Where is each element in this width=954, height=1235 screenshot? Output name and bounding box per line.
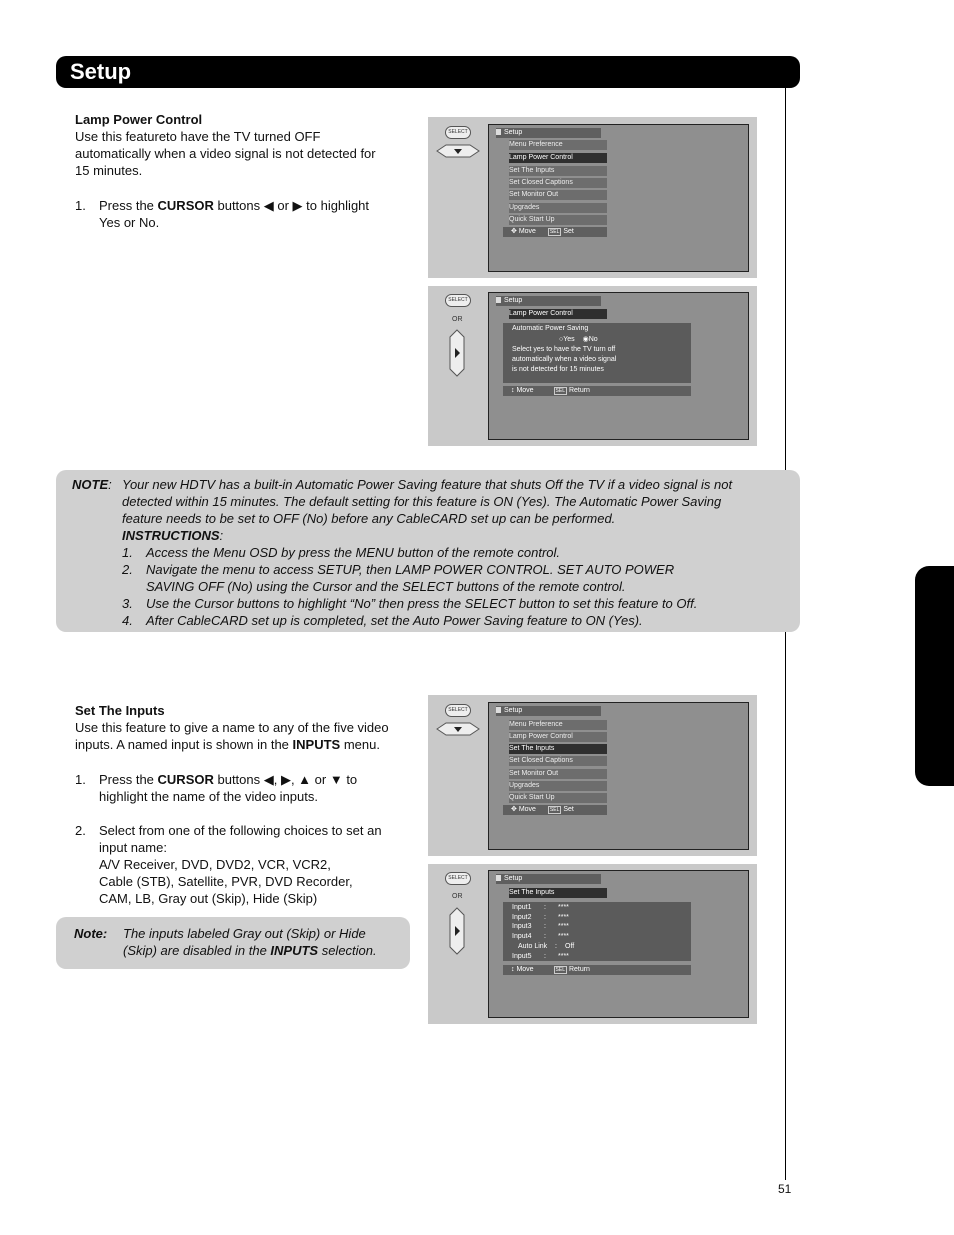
step-text: Select from one of the following choices to set an — [99, 823, 382, 838]
osd-menu-item: Menu Preference — [509, 140, 607, 150]
tv-screen — [488, 702, 749, 850]
note2-line: The inputs labeled Gray out (Skip) or Hide — [123, 926, 366, 941]
page-title: Setup — [70, 59, 132, 84]
osd-move-label: Move — [518, 806, 536, 813]
updown-arrows-icon: ↕ — [511, 387, 515, 394]
tv-panel-setup-inputs — [428, 695, 757, 856]
input-label: Auto Link — [518, 942, 548, 950]
tv-panel-setup-lamp — [428, 117, 757, 278]
input-row — [512, 952, 574, 962]
osd-title — [496, 128, 601, 138]
osd-return-label: Return — [568, 387, 590, 394]
input-value: **** — [558, 923, 569, 931]
input-sep: : — [544, 913, 546, 921]
osd-set-label: Set — [563, 806, 574, 813]
note2-text — [123, 925, 377, 959]
osd-sel-badge: SEL — [555, 388, 565, 394]
tv-screen — [488, 124, 749, 272]
inputs-step2-number: 2. — [75, 823, 86, 838]
instructions-label: INSTRUCTIONS — [122, 528, 220, 543]
select-button-icon: SELECT — [445, 704, 471, 717]
select-button-icon: SELECT — [445, 126, 471, 139]
osd-menu-item: Set Monitor Out — [509, 190, 607, 200]
input-value: Off — [565, 942, 575, 950]
step-text: Press the — [99, 198, 158, 213]
note2-line: (Skip) are disabled in the — [123, 943, 271, 958]
aps-help — [512, 345, 616, 375]
osd-title — [496, 874, 601, 884]
tv-screen — [488, 870, 749, 1018]
lamp-desc-line: Use this featureto have the TV turned OFF — [75, 129, 321, 144]
step-text: Cable (STB), Satellite, PVR, DVD Recorder, — [99, 874, 353, 889]
input-row — [512, 922, 574, 932]
osd-return-label: Return — [568, 966, 590, 973]
inputs-step1-number: 1. — [75, 772, 86, 787]
osd-menu-item: Set Closed Captions — [509, 756, 607, 766]
osd-menu-item: Quick Start Up — [509, 793, 607, 803]
aps-help-line: Select yes to have the TV turn off — [512, 346, 616, 353]
input-value: **** — [558, 904, 569, 911]
lamp-step1-number: 1. — [75, 198, 86, 213]
note-box — [56, 470, 800, 632]
osd-set-label: Set — [563, 228, 574, 235]
lamp-heading: Lamp Power Control — [75, 112, 203, 127]
osd-menu-item-selected: Lamp Power Control — [509, 309, 607, 319]
instruction-num: 2. — [122, 562, 133, 577]
osd-move-label: Move — [516, 966, 534, 973]
input-label: Input4 — [512, 933, 532, 941]
note2-bold: INPUTS — [270, 943, 319, 958]
input-value: **** — [558, 933, 569, 941]
note-text: Your new HDTV has a built-in Automatic Power Saving feature that shuts Off the TV if a video signal is not detected within 15 minutes. The default setting for this feature is ON (Yes). The Automatic Power Saving feature needs to be set to OFF (No) before any CableCARD set up can be performed. INSTRUCTIONS: 1. Access the Menu OSD by press the MENU button of the remote control. 2. Navigate the menu to access SETUP, then LAMP POWER CONTROL. SET AUTO POWER SAVING OFF (No) using the Cursor and the SELECT buttons of the remote control. 3. Use the Cursor buttons to highlight “No” then press the SELECT button to set this feature to Off. 4. After CableCARD set up is completed, set the Auto Power Saving feature to ON (Yes). — [122, 477, 733, 628]
instruction-text: Use the Cursor buttons to highlight “No” then press the SELECT button to set this feature to Off. — [146, 596, 698, 611]
osd-footer — [503, 805, 607, 815]
instruction-item — [122, 544, 732, 561]
inputs-step1 — [99, 771, 357, 805]
inputs-desc-bold: INPUTS — [292, 737, 341, 752]
osd-menu-item: Set The Inputs — [509, 166, 607, 176]
side-tab — [915, 566, 954, 786]
instruction-text: Navigate the menu to access SETUP, then LAMP POWER CONTROL. SET AUTO POWER — [146, 562, 675, 577]
instruction-item — [122, 595, 732, 612]
inputs-desc-text: inputs. A named input is shown in the — [75, 737, 293, 752]
osd-sel-badge: SEL — [549, 807, 560, 813]
inputs-desc-line: Use this feature to give a name to any of the five video — [75, 720, 389, 735]
move-arrows-icon: ✥ — [511, 228, 517, 235]
aps-title: Automatic Power Saving — [512, 325, 589, 332]
osd-footer — [503, 386, 691, 396]
lamp-desc-line: automatically when a video signal is not detected for — [75, 146, 376, 161]
select-button-icon: SELECT — [445, 294, 471, 307]
osd-aps-box — [503, 323, 691, 383]
note2-line: selection. — [318, 943, 377, 958]
move-arrows-icon: ✥ — [511, 806, 517, 813]
tv-panel-lamp-detail — [428, 286, 757, 446]
input-label: Input1 — [512, 904, 532, 911]
osd-footer — [503, 227, 607, 237]
instruction-item — [122, 612, 732, 629]
osd-title-text: Setup — [504, 297, 523, 304]
step-text: buttons ◀ or ▶ to highlight — [213, 198, 370, 213]
note-line: Your new HDTV has a built-in Automatic Power Saving feature that shuts Off the TV if a video signal is not — [122, 477, 733, 492]
lamp-description — [75, 128, 376, 179]
osd-move-label: Move — [518, 228, 536, 235]
lamp-desc-line: 15 minutes. — [75, 163, 143, 178]
input-row — [512, 913, 574, 923]
lamp-step1 — [99, 197, 369, 231]
input-sep: : — [544, 952, 546, 960]
osd-menu-item: Set Monitor Out — [509, 769, 607, 779]
aps-help-line: automatically when a video signal — [512, 356, 617, 363]
or-label: OR — [452, 316, 463, 323]
page-number: 51 — [778, 1182, 792, 1196]
input-sep: : — [544, 904, 546, 911]
inputs-heading: Set The Inputs — [75, 703, 165, 718]
osd-footer — [503, 965, 691, 975]
select-button-icon: SELECT — [445, 872, 471, 885]
aps-options — [559, 335, 598, 343]
input-value: **** — [558, 913, 569, 921]
input-label: Input5 — [512, 952, 532, 960]
note-line: feature needs to be set to OFF (No) before any CableCARD set up can be performed. — [122, 511, 616, 526]
input-row — [512, 942, 574, 952]
osd-menu-item: Quick Start Up — [509, 215, 607, 225]
osd-title-text: Setup — [504, 129, 523, 136]
osd-title-text: Setup — [504, 707, 523, 714]
osd-menu-item-selected: Set The Inputs — [509, 744, 607, 754]
note2-box — [56, 917, 410, 969]
step-text: CAM, LB, Gray out (Skip), Hide (Skip) — [99, 891, 318, 906]
osd-menu-item-selected: Set The Inputs — [509, 888, 607, 898]
step-text: input name: — [99, 840, 167, 855]
inputs-list — [512, 903, 574, 961]
cursor-right-icon — [449, 329, 465, 377]
note-label-text: NOTE — [72, 477, 109, 492]
note-label: NOTE: — [72, 477, 112, 492]
tv-screen — [488, 292, 749, 440]
instruction-text: After CableCARD set up is completed, set the Auto Power Saving feature to ON (Yes). — [146, 613, 643, 628]
title-bar — [56, 56, 800, 88]
instruction-item — [122, 561, 732, 578]
inputs-step2 — [99, 822, 382, 907]
step-text: Yes or No. — [99, 215, 160, 230]
cursor-down-icon — [436, 144, 480, 158]
vertical-divider — [785, 88, 786, 1180]
osd-title — [496, 706, 601, 716]
updown-arrows-icon: ↕ — [511, 966, 515, 973]
osd-move-label: Move — [516, 387, 534, 394]
step-text: A/V Receiver, DVD, DVD2, VCR, VCR2, — [99, 857, 331, 872]
input-row — [512, 932, 574, 942]
aps-no: No — [588, 336, 598, 343]
tv-panel-inputs-detail — [428, 864, 757, 1024]
note-line: detected within 15 minutes. The default setting for this feature is ON (Yes). The Automatic Power Saving — [122, 494, 722, 509]
aps-yes: Yes — [563, 336, 575, 343]
input-label: Input2 — [512, 913, 532, 921]
osd-sel-badge: SEL — [555, 967, 565, 973]
osd-menu-item: Set Closed Captions — [509, 178, 607, 188]
osd-menu-item: Upgrades — [509, 781, 607, 791]
osd-title — [496, 296, 601, 306]
instruction-text: SAVING OFF (No) using the Cursor and the SELECT buttons of the remote control. — [146, 579, 626, 594]
instruction-num: 3. — [122, 596, 133, 611]
instruction-num: 4. — [122, 613, 133, 628]
note2-label: Note: — [74, 926, 108, 941]
osd-title-text: Setup — [504, 875, 523, 882]
osd-menu-item: Upgrades — [509, 203, 607, 213]
osd-sel-badge: SEL — [549, 229, 560, 235]
step-bold: CURSOR — [157, 198, 214, 213]
radio-no-selected-icon: ◉ — [582, 336, 589, 343]
input-sep: : — [544, 923, 546, 931]
step-bold: CURSOR — [157, 772, 214, 787]
osd-inputs-box — [503, 902, 691, 961]
osd-menu-item-selected: Lamp Power Control — [509, 153, 607, 163]
step-text: buttons ◀, ▶, ▲ or ▼ to — [213, 772, 358, 787]
radio-yes-icon: ○ — [559, 336, 564, 343]
instruction-text: Access the Menu OSD by press the MENU button of the remote control. — [146, 545, 561, 560]
or-label: OR — [452, 893, 463, 900]
osd-menu-item: Menu Preference — [509, 720, 607, 730]
inputs-desc-text: menu. — [340, 737, 380, 752]
input-label: Input3 — [512, 923, 532, 931]
aps-help-line: is not detected for 15 minutes — [512, 366, 604, 373]
inputs-description — [75, 719, 389, 753]
cursor-down-icon — [436, 722, 480, 736]
step-text: highlight the name of the video inputs. — [99, 789, 318, 804]
input-value: **** — [558, 952, 569, 960]
cursor-right-icon — [449, 907, 465, 955]
osd-menu-item: Lamp Power Control — [509, 732, 607, 742]
instruction-item — [122, 578, 732, 595]
step-text: Press the — [99, 772, 158, 787]
input-sep: : — [555, 942, 557, 950]
input-row — [512, 903, 574, 913]
instruction-num: 1. — [122, 545, 133, 560]
input-sep: : — [544, 933, 546, 941]
